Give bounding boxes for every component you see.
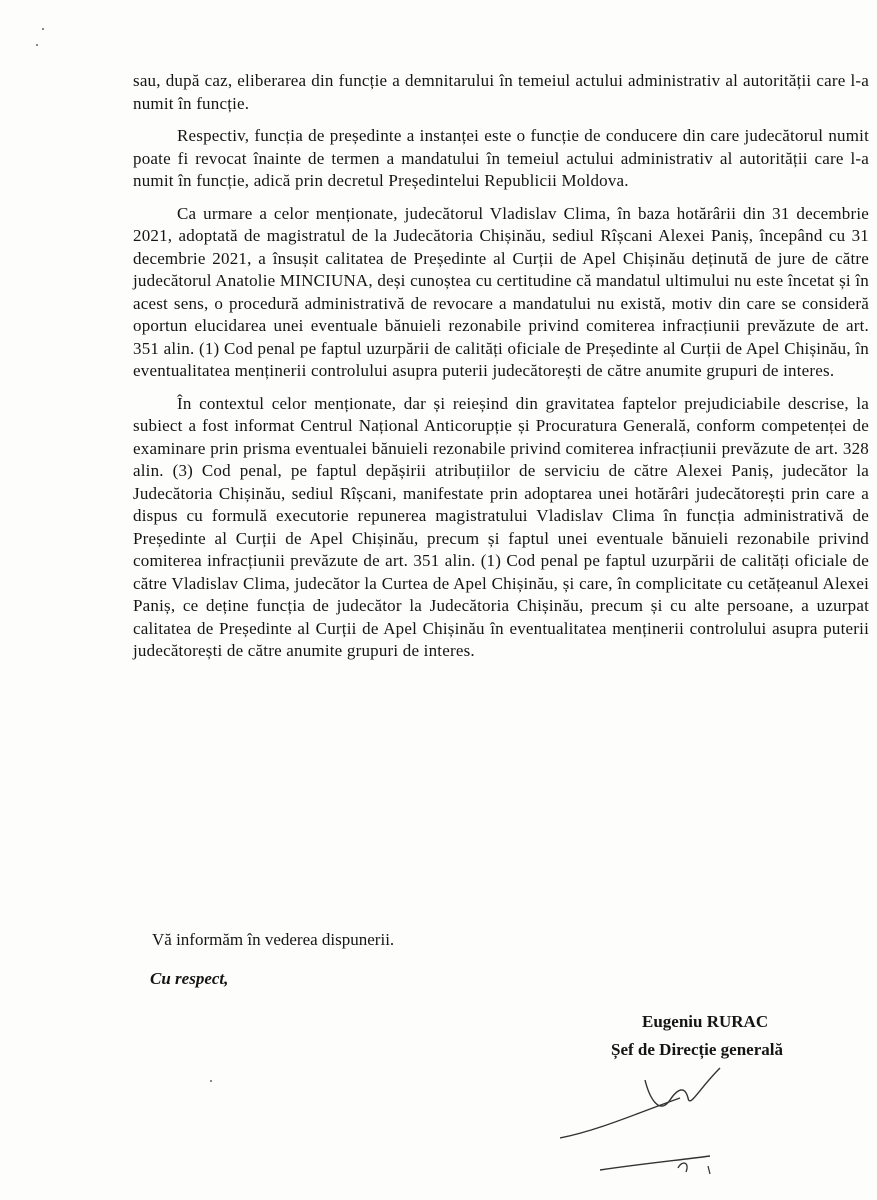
body-paragraph: Ca urmare a celor menționate, judecătorul Vladislav Clima, în baza hotărârii din 31 decembrie 2021, adoptată de magistratul de la Judecătoria Chișinău, sediul Rîșcani Alexei Paniș, începând cu 31 decembrie 2021, a însușit calitatea de Președinte al Curții de Apel Chișinău deținută de jure de către judecătorul Anatolie MINCIUNA, deși cunoștea cu certitudine că mandatul ultimului nu este încetat și în acest sens, o procedură administrativă de revocare a mandatului nu există, motiv din care se consideră oportun elucidarea unei eventuale bănuieli rezonabile privind comiterea infracțiunii prevăzute de art. 351 alin. (1) Cod penal pe faptul uzurpării de calități oficiale de Președinte al Curții de Apel Chișinău, în eventualitatea menținerii controlului asupra puterii judecătorești de către anumite grupuri de interes. <box>133 203 869 380</box>
closing-respect: Cu respect, <box>150 969 229 988</box>
signatory-name: Eugeniu RURAC <box>642 1012 769 1031</box>
body-text <box>133 70 869 673</box>
body-paragraph: sau, după caz, eliberarea din funcție a demnitarului în temeiul actului administrativ al autorității care l-a numit în funcție. <box>133 71 869 113</box>
scan-speck <box>210 1080 212 1082</box>
body-paragraph: În contextul celor menționate, dar și reieșind din gravitatea faptelor prejudiciabile descrise, la subiect a fost informat Centrul Național Anticorupție și Procuratura Generală, conform competenței de examinare prin prisma eventualei bănuieli rezonabile privind comiterea infracțiunii prevăzute de art. 328 alin. (3) Cod penal, pe faptul depășirii atribuțiilor de serviciu de către Alexei Paniș, judecător la Judecătoria Chișinău, sediul Rîșcani, manifestate prin adoptarea unei hotărâri judecătorești prin care a dispus cu formulă executorie repunerea magistratului Vladislav Clima în funcția administrativă de Președinte al Curții de Apel Chișinău, precum și faptul unei eventuale bănuieli rezonabile privind comiterea infracțiunii prevăzute de art. 351 alin. (1) Cod penal pe faptul uzurpării de calități oficiale de către Vladislav Clima, judecător la Curtea de Apel Chișinău, și care, în complicitate cu cetățeanul Alexei Paniș, ce deține funcția de judecător la Judecătoria Chișinău, precum și cu alte persoane, a uzurpat calitatea de Președinte al Curții de Apel Chișinău în eventualitatea menținerii controlului asupra puterii judecătorești de către anumite grupuri de interes. <box>133 393 869 660</box>
scan-speck <box>36 44 38 46</box>
scan-speck <box>42 28 44 30</box>
body-paragraph: Respectiv, funcția de președinte a instanței este o funcție de conducere din care judecătorul numit poate fi revocat înainte de termen a mandatului în temeiul actului administrativ al autorității care l-a numit în funcție, adică prin decretul Președintelui Republicii Moldova. <box>133 126 869 190</box>
closing-info: Vă informăm în vederea dispunerii. <box>152 930 395 949</box>
signatory-title: Șef de Direcție generală <box>611 1040 783 1059</box>
handwritten-signature <box>560 1060 760 1180</box>
